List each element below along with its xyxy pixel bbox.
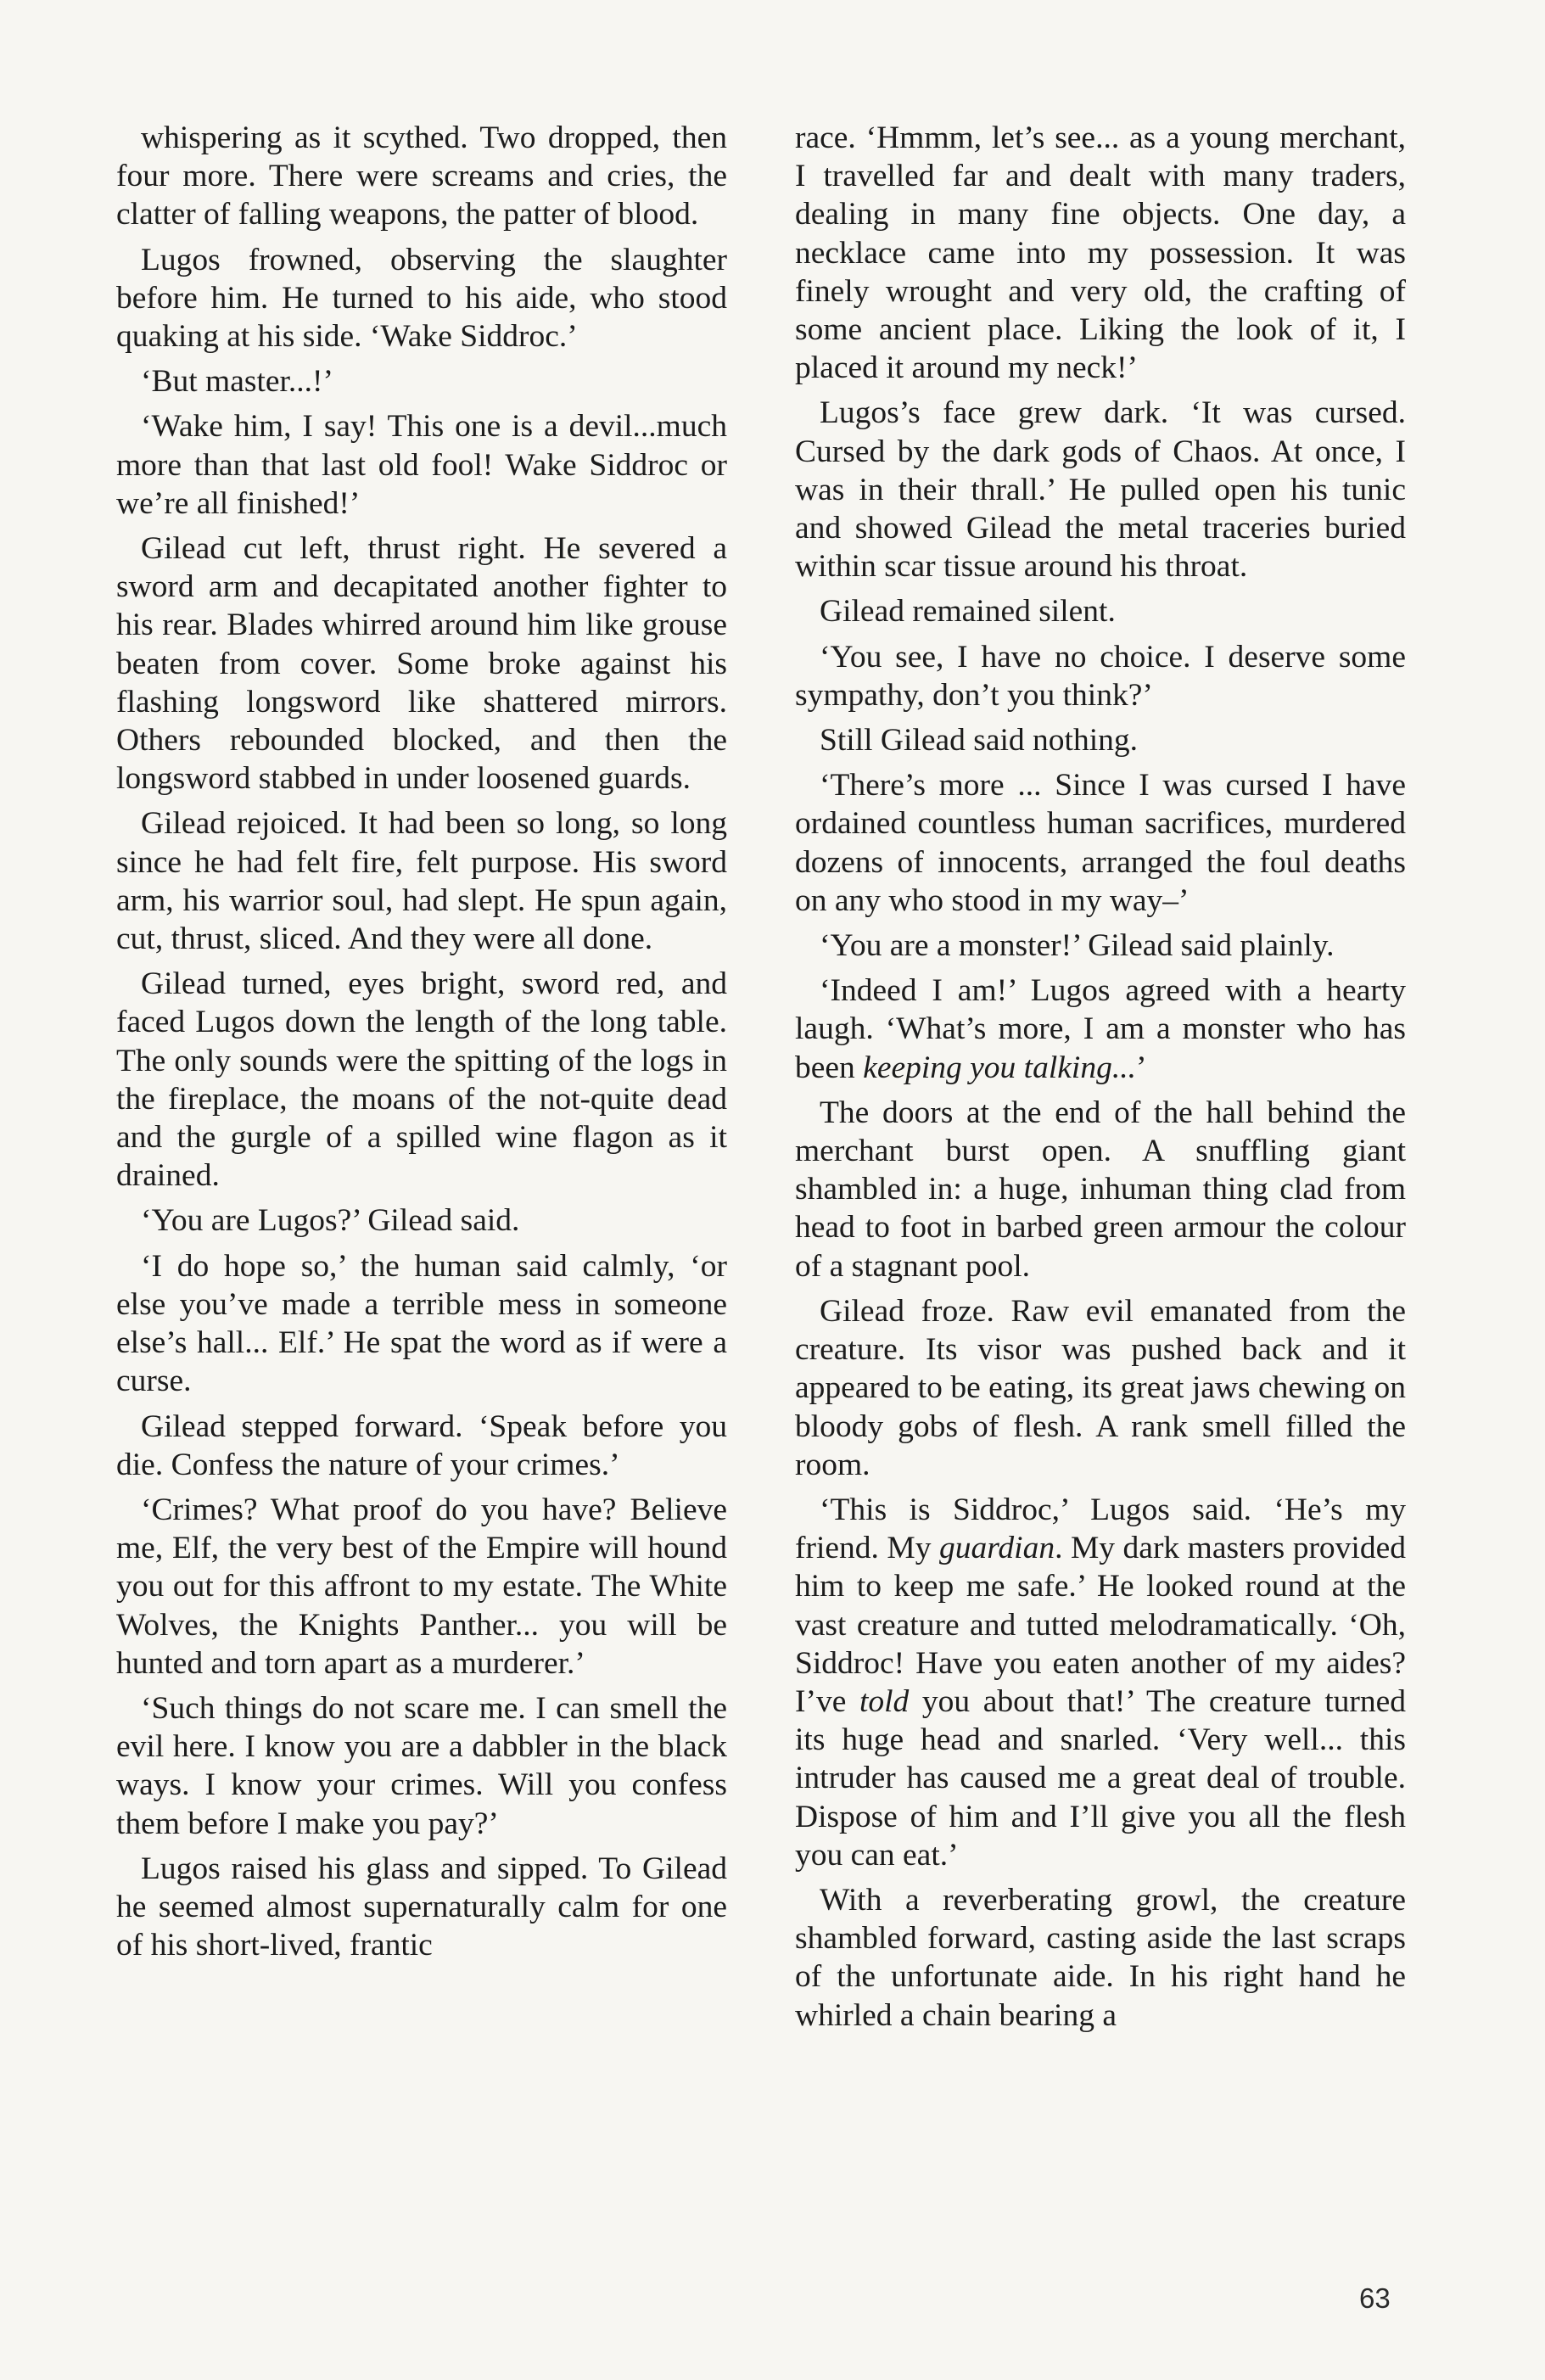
text-run: ‘But master...!’ xyxy=(141,364,334,400)
text-run: Gilead remained silent. xyxy=(820,594,1116,630)
text-run: Lugos raised his glass and sipped. To Gilead he seemed almost supernaturally calm for one of his short-lived, frantic xyxy=(116,1851,727,1963)
paragraph xyxy=(795,721,1406,759)
paragraph xyxy=(795,766,1406,920)
text-run: ‘Such things do not scare me. I can smell the evil here. I know you are a dabbler in the black ways. I know your crimes. Will you confess them before I make you pay?’ xyxy=(116,1690,727,1841)
text-run: whispering as it scythed. Two dropped, then four more. There were screams and cries, the clatter of falling weapons, the patter of blood. xyxy=(116,120,727,232)
paragraph xyxy=(116,407,727,523)
text-run: ‘You are Lugos?’ Gilead said. xyxy=(141,1203,520,1239)
text-run: ‘You are a monster!’ Gilead said plainly. xyxy=(820,928,1335,964)
paragraph xyxy=(116,1201,727,1240)
paragraph xyxy=(795,119,1406,387)
paragraph xyxy=(116,1247,727,1401)
text-run: . My dark masters provided him to keep me safe.’ He looked round at the vast creature and tutted melodramatically. ‘Oh, Siddroc! Have you eaten another of my aides? I’ve xyxy=(795,1531,1406,1719)
text-run: ‘Wake him, I say! This one is a devil...much more than that last old fool! Wake Siddroc or we’re all finished!’ xyxy=(116,409,727,521)
emphasized-text: keeping you talking... xyxy=(863,1050,1136,1085)
paragraph xyxy=(795,1292,1406,1484)
paragraph xyxy=(116,241,727,356)
paragraph xyxy=(795,638,1406,714)
paragraph xyxy=(795,1491,1406,1874)
text-run: ‘You see, I have no choice. I deserve some sympathy, don’t you think?’ xyxy=(795,639,1406,713)
text-run: ‘There’s more ... Since I was cursed I have ordained countless human sacrifices, murdered dozens of innocents, arranged the foul deaths on any who stood in my way–’ xyxy=(795,768,1406,918)
emphasized-text: guardian xyxy=(938,1531,1055,1566)
paragraph xyxy=(795,1094,1406,1285)
paragraph xyxy=(795,927,1406,965)
text-run: Gilead froze. Raw evil emanated from the creature. Its visor was pushed back and it appeared to be eating, its great jaws chewing on bloody gobs of flesh. A rank smell filled the room. xyxy=(795,1293,1406,1482)
text-run: ‘I do hope so,’ the human said calmly, ‘or else you’ve made a terrible mess in someone else’s hall... Elf.’ He spat the word as if were a curse. xyxy=(116,1248,727,1399)
text-run: ‘Crimes? What proof do you have? Believe me, Elf, the very best of the Empire will hound you out for this affront to my estate. The White Wolves, the Knights Panther... you will be hunted and torn apart as a murderer.’ xyxy=(116,1492,727,1681)
text-run: Gilead turned, eyes bright, sword red, and faced Lugos down the length of the long table. The only sounds were the spitting of the logs in the fireplace, the moans of the not-quite dead and the gurgle of a spilled wine flagon as it drained. xyxy=(116,966,727,1194)
paragraph xyxy=(116,965,727,1195)
text-run: ’ xyxy=(1135,1050,1147,1085)
paragraph xyxy=(795,592,1406,630)
paragraph xyxy=(116,362,727,400)
left-text-column xyxy=(116,119,727,1971)
paragraph xyxy=(116,529,727,798)
text-run: Lugos’s face grew dark. ‘It was cursed. Cursed by the dark gods of Chaos. At once, I was in their thrall.’ He pulled open his tunic and showed Gilead the metal traceries buried within scar tissue around his throat. xyxy=(795,395,1406,585)
text-run: Still Gilead said nothing. xyxy=(820,723,1138,759)
text-run: Gilead rejoiced. It had been so long, so long since he had felt fire, felt purpose. His sword arm, his warrior soul, had slept. He spun again, cut, thrust, sliced. And they were all done. xyxy=(116,806,727,957)
right-text-column xyxy=(795,119,1406,2041)
paragraph xyxy=(116,119,727,234)
text-run: The doors at the end of the hall behind the merchant burst open. A snuffling giant shambled in: a huge, inhuman thing clad from head to foot in barbed green armour the colour of a stagnant pool. xyxy=(795,1095,1406,1284)
paragraph xyxy=(116,1850,727,1965)
text-run: Gilead stepped forward. ‘Speak before you die. Confess the nature of your crimes.’ xyxy=(116,1408,727,1482)
page-number: 63 xyxy=(1359,2282,1391,2314)
emphasized-text: told xyxy=(859,1683,910,1719)
paragraph xyxy=(116,804,727,958)
text-run: Gilead cut left, thrust right. He severed a sword arm and decapitated another fighter to his rear. Blades whirred around him like grouse beaten from cover. Some broke against his flashing longsword like shattered mirrors. Others rebounded blocked, and then the longsword stabbed in under loosened guards. xyxy=(116,531,727,797)
text-run: race. ‘Hmmm, let’s see... as a young merchant, I travelled far and dealt with many traders, dealing in many fine objects. One day, a necklace came into my possession. It was finely wrought and very old, the crafting of some ancient place. Liking the look of it, I placed it around my neck!’ xyxy=(795,120,1406,386)
text-run: ‘Indeed I am!’ Lugos agreed with a hearty laugh. ‘What’s more, I am a monster who has been xyxy=(795,973,1406,1085)
paragraph xyxy=(795,1881,1406,2035)
text-run: Lugos frowned, observing the slaughter before him. He turned to his aide, who stood quaking at his side. ‘Wake Siddroc.’ xyxy=(116,242,727,355)
paragraph xyxy=(116,1408,727,1484)
text-run: With a reverberating growl, the creature shambled forward, casting aside the last scraps of the unfortunate aide. In his right hand he whirled a chain bearing a xyxy=(795,1882,1406,2033)
paragraph xyxy=(795,394,1406,585)
text-run: ‘This is Siddroc,’ Lugos said. ‘He’s my friend. My xyxy=(795,1492,1406,1566)
text-run: you about that!’ The creature turned its huge head and snarled. ‘Very well... this intruder has caused me a great deal of trouble. Dispose of him and I’ll give you all the flesh you can eat.’ xyxy=(795,1683,1406,1873)
paragraph xyxy=(116,1689,727,1843)
paragraph xyxy=(795,972,1406,1087)
paragraph xyxy=(116,1491,727,1683)
